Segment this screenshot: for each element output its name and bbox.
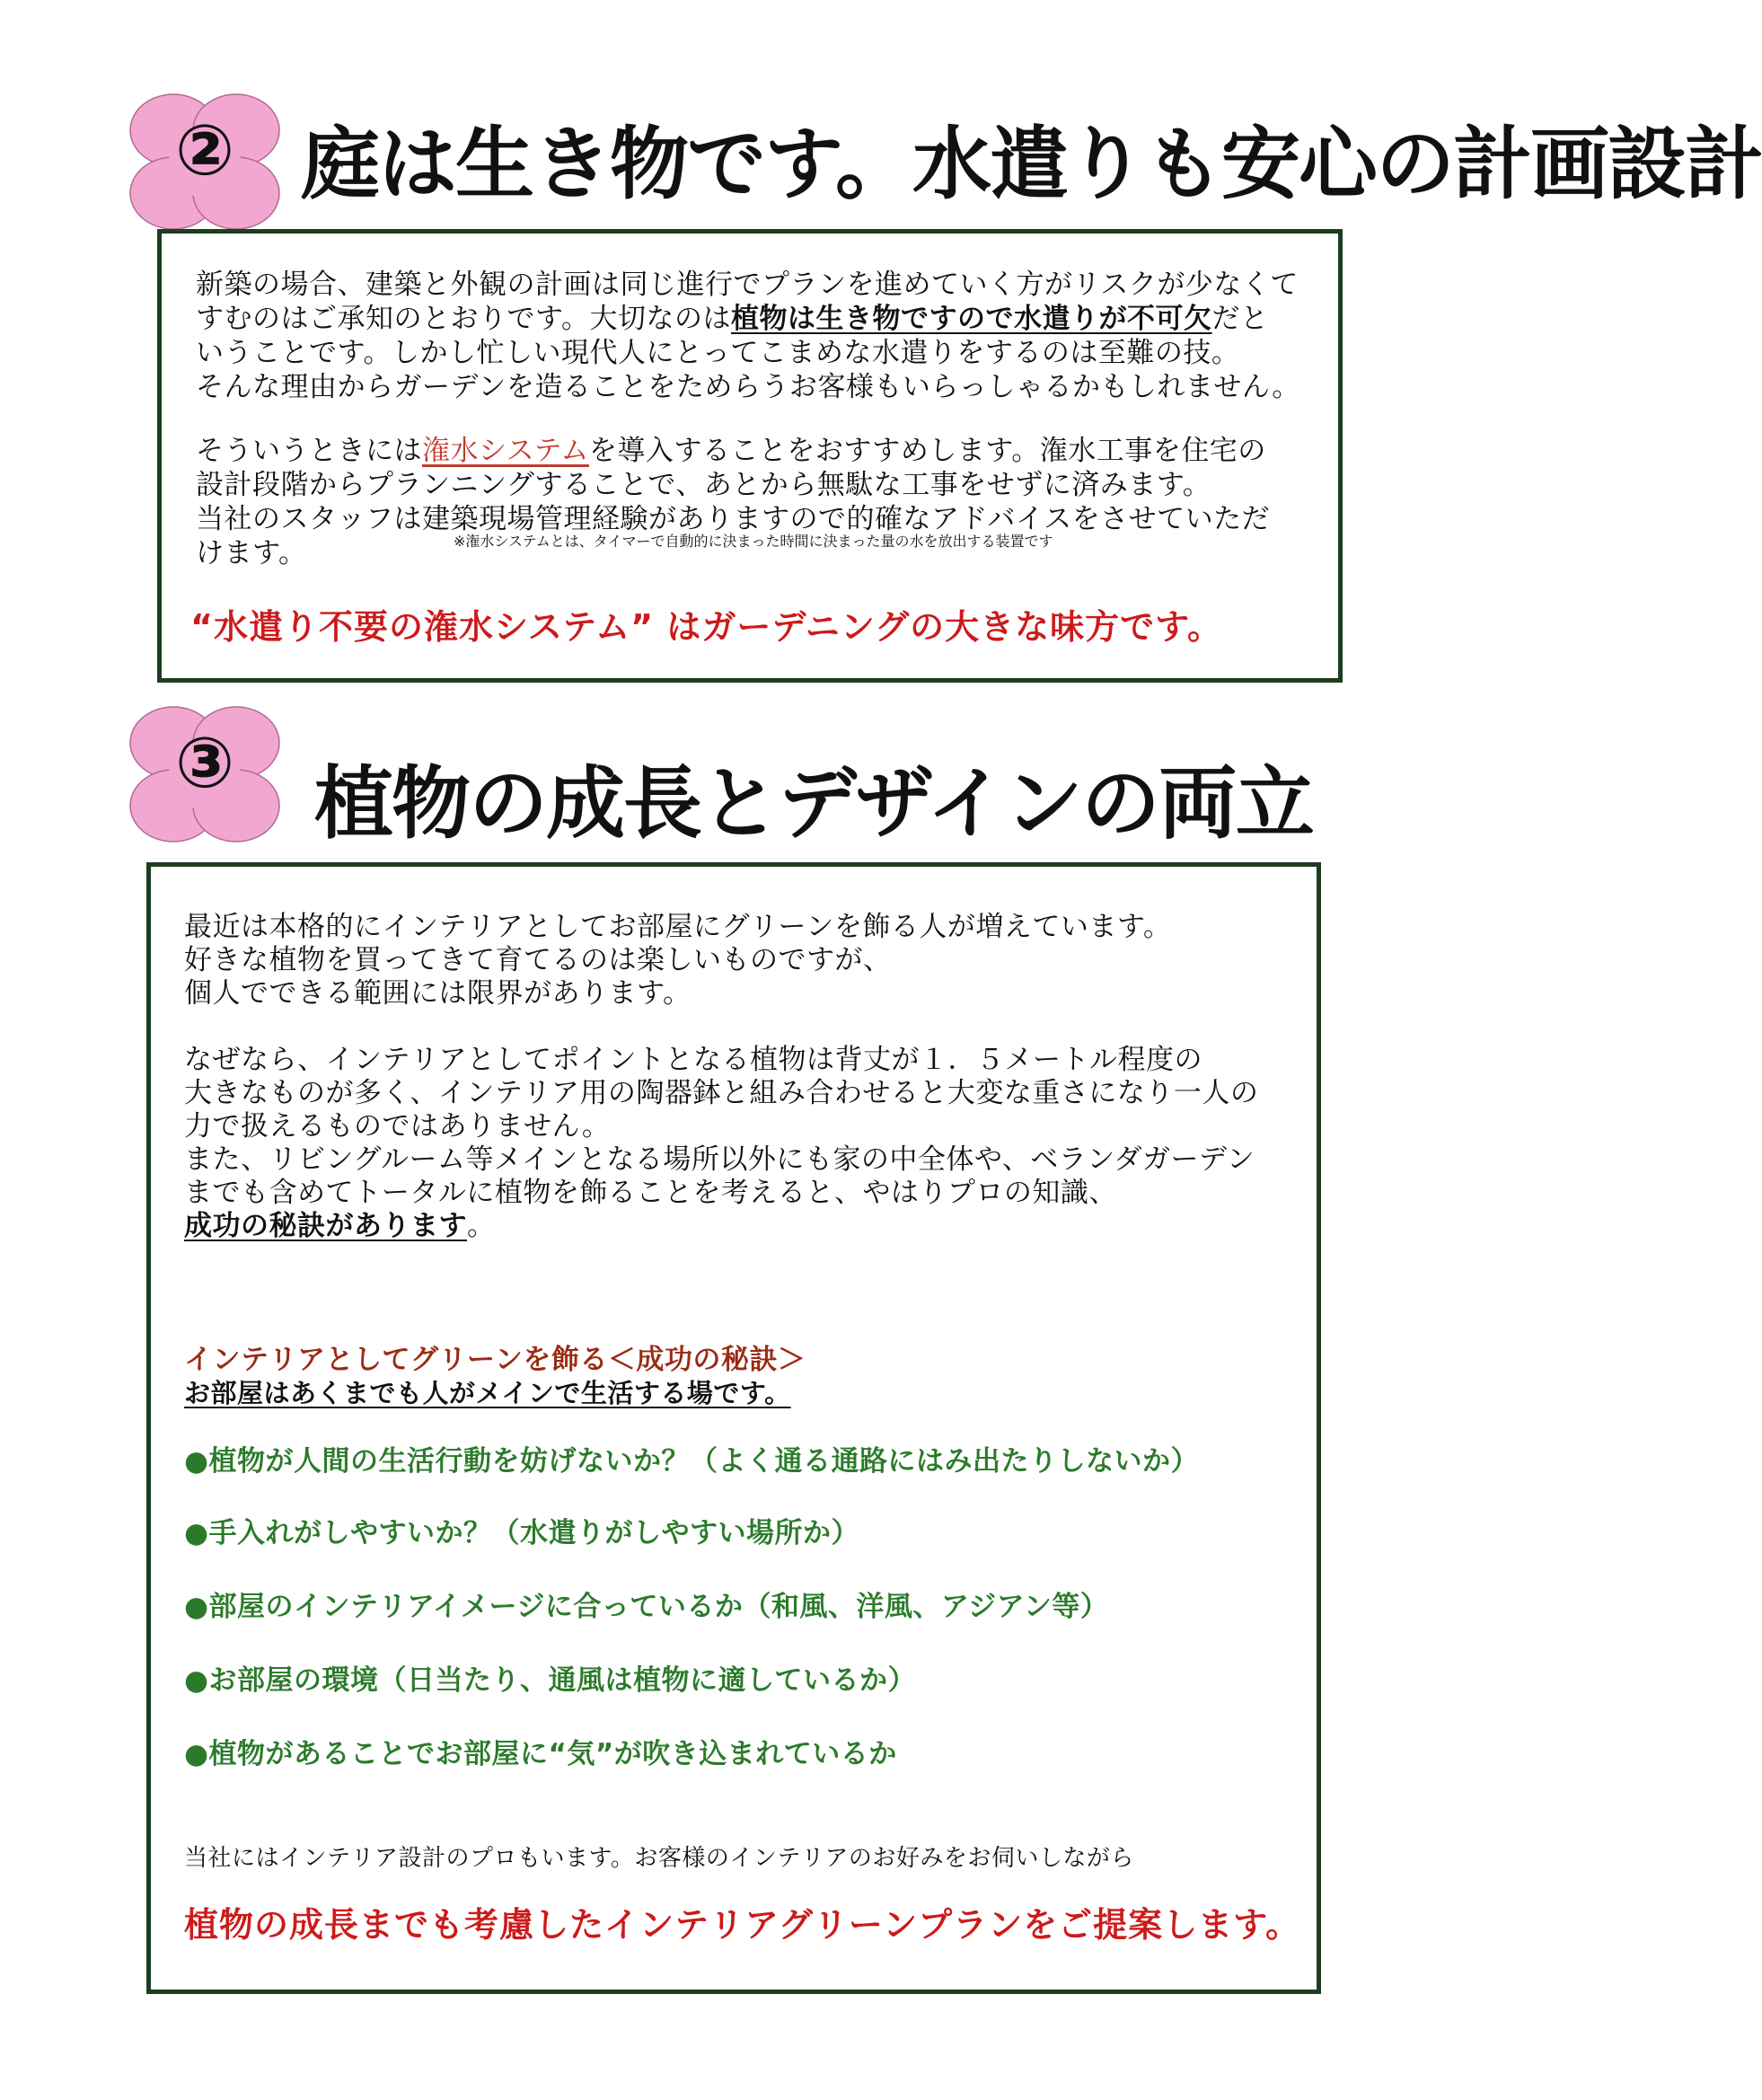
s2-p1-line4: そんな理由からガーデンを造ることをためらうお客様もいらっしゃるかもしれません。 [196, 371, 1300, 403]
tip-item: ●部屋のインテリアイメージに合っているか（和風、洋風、アジアン等） [184, 1591, 1109, 1623]
s3-p2-line6-end: 。 [467, 1210, 496, 1242]
badge-number: ③ [174, 723, 235, 804]
tip-item: ●お部屋の環境（日当たり、通風は植物に適しているか） [184, 1664, 917, 1697]
s2-p1-line2-a: すむのはご承知のとおりです。大切なのは [196, 303, 732, 335]
s2-p2-line1-c: を導入することをおすすめします。潅水工事を住宅の [588, 435, 1266, 467]
irrigation-system-link[interactable]: 潅水システム [422, 435, 589, 467]
s2-emphasis-watering: 植物は生き物ですので水遣りが不可欠 [731, 303, 1212, 335]
s2-p2-line4: けます。 [196, 537, 307, 569]
s3-p2-line4: また、リビングルーム等メインとなる場所以外にも家の中全体や、ベランダガーデン [184, 1143, 1255, 1176]
flower-badge-2 [115, 90, 295, 234]
section-3-title: 植物の成長とデザインの両立 [314, 757, 1313, 850]
s2-p1-line2-c: だと [1211, 303, 1269, 335]
s2-slogan: “水遣り不要の潅水システム” はガーデニングの大きな味方です。 [190, 607, 1223, 647]
s2-p1-line2 [196, 304, 1269, 334]
tip-item: ●手入れがしやすいか？（水遣りがしやすい場所か） [184, 1517, 860, 1549]
s3-p2-line5: までも含めてトータルに植物を飾ることを考えると、やはりプロの知識、 [184, 1177, 1117, 1209]
s2-p1-line1: 新築の場合、建築と外観の計画は同じ進行でプランを進めていく方がリスクが少なくて [196, 269, 1299, 301]
s3-p1-line2: 好きな植物を買ってきて育てるのは楽しいものですが、 [184, 944, 892, 976]
badge-number: ② [174, 110, 235, 191]
s3-p2-line1: なぜなら、インテリアとしてポイントとなる植物は背丈が１．５メートル程度の [184, 1044, 1203, 1076]
flower-badge-3 [115, 702, 295, 846]
s2-p2-line3: 当社のスタッフは建築現場管理経験がありますので的確なアドバイスをさせていただ [196, 503, 1271, 535]
s2-p2-line2: 設計段階からプランニングすることで、あとから無駄な工事をせずに済みます。 [196, 469, 1211, 501]
s2-note: ※潅水システムとは、タイマーで自動的に決まった時間に決まった量の水を放出する装置です [454, 533, 1053, 550]
s3-p2-line6 [184, 1211, 496, 1241]
s2-p2-line1 [196, 436, 1266, 466]
tips-subtitle: お部屋はあくまでも人がメインで生活する場です。 [184, 1378, 791, 1408]
section-3-box [146, 862, 1321, 1994]
s3-slogan: 植物の成長までも考慮したインテリアグリーンプランをご提案します。 [184, 1905, 1301, 1945]
s3-emphasis-secret: 成功の秘訣があります [184, 1210, 467, 1242]
s3-closing: 当社にはインテリア設計のプロもいます。お客様のインテリアのお好みをお伺いしながら [184, 1845, 1134, 1872]
tips-title: インテリアとしてグリーンを飾る＜成功の秘訣＞ [184, 1344, 806, 1376]
s3-p2-line3: 力で扱えるものではありません。 [184, 1110, 611, 1143]
s3-p2-line2: 大きなものが多く、インテリア用の陶器鉢と組み合わせると大変な重さになり一人の [184, 1077, 1259, 1109]
s3-p1-line3: 個人でできる範囲には限界があります。 [184, 977, 692, 1010]
tip-item: ●植物が人間の生活行動を妨げないか？（よく通る通路にはみ出たりしないか） [184, 1445, 1200, 1478]
s2-p2-line1-a: そういうときには [196, 435, 422, 467]
section-2-title: 庭は生き物です。水遣りも安心の計画設計 [301, 118, 1762, 210]
s2-p1-line3: いうことです。しかし忙しい現代人にとってこまめな水遣りをするのは至難の技。 [196, 337, 1240, 369]
s3-p1-line1: 最近は本格的にインテリアとしてお部屋にグリーンを飾る人が増えています。 [184, 911, 1172, 943]
tip-item: ●植物があることでお部屋に“気”が吹き込まれているか [184, 1738, 897, 1770]
